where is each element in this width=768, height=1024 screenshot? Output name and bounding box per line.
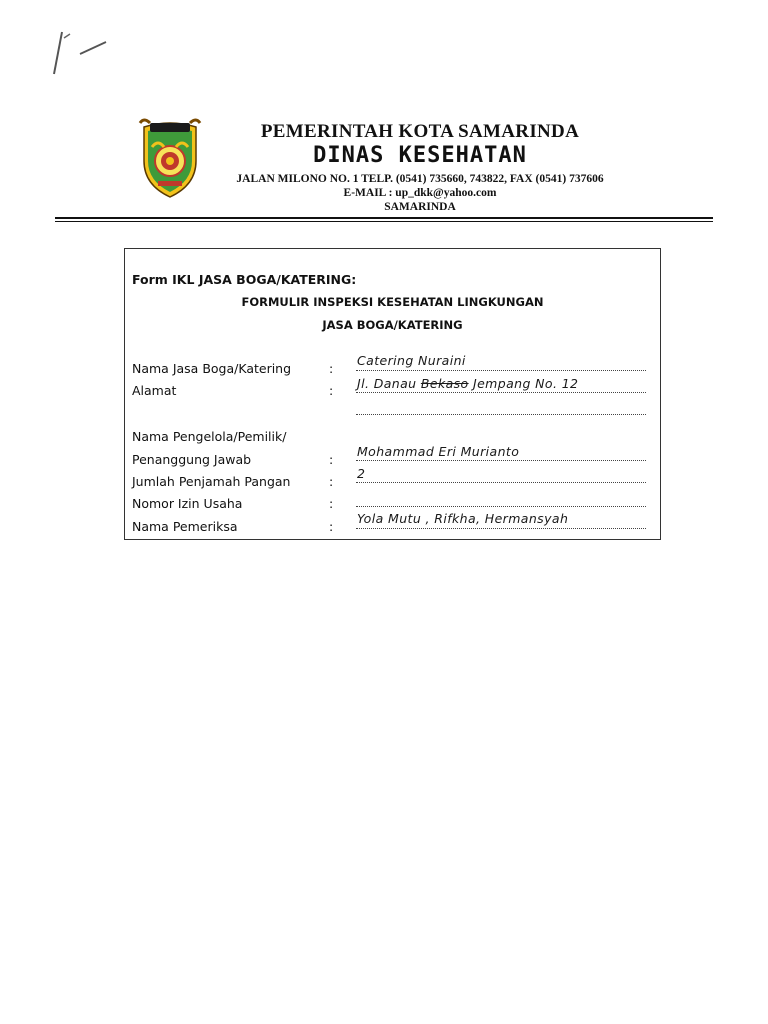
- letterhead-rule-thin: [55, 221, 713, 222]
- field-value-food-handlers: 2: [357, 466, 366, 481]
- field-value-address: [357, 376, 578, 391]
- field-dotted-line: [356, 482, 646, 483]
- field-colon: :: [329, 474, 334, 489]
- field-dotted-line: [356, 414, 646, 415]
- field-label-manager-line2: Penanggung Jawab: [132, 452, 252, 467]
- field-colon: :: [329, 496, 334, 511]
- field-dotted-line: [356, 370, 646, 371]
- field-colon: :: [329, 519, 334, 534]
- field-dotted-line: [356, 460, 646, 461]
- field-colon: :: [329, 383, 334, 398]
- letterhead-address: JALAN MILONO NO. 1 TELP. (0541) 735660, 743822, FAX (0541) 737606: [236, 173, 604, 185]
- form-code: Form IKL JASA BOGA/KATERING:: [132, 272, 357, 287]
- field-label-business-name: Nama Jasa Boga/Katering: [132, 361, 292, 376]
- form-subtitle: JASA BOGA/KATERING: [322, 318, 463, 332]
- field-dotted-line: [356, 528, 646, 529]
- letterhead-email: E-MAIL : up_dkk@yahoo.com: [343, 187, 497, 199]
- field-label-food-handlers: Jumlah Penjamah Pangan: [132, 474, 291, 489]
- letterhead-agency: DINAS KESEHATAN: [313, 143, 527, 168]
- field-value-manager: Mohammad Eri Murianto: [357, 444, 520, 459]
- field-label-address: Alamat: [132, 383, 177, 398]
- field-label-inspector: Nama Pemeriksa: [132, 519, 238, 534]
- field-dotted-line: [356, 392, 646, 393]
- field-value-business-name: Catering Nuraini: [357, 353, 466, 368]
- field-label-business-permit: Nomor Izin Usaha: [132, 496, 243, 511]
- field-colon: :: [329, 361, 334, 376]
- letterhead-city: SAMARINDA: [384, 201, 456, 213]
- inspection-form: [124, 248, 661, 540]
- field-value-inspector: Yola Mutu , Rifkha, Hermansyah: [357, 511, 569, 526]
- form-title: FORMULIR INSPEKSI KESEHATAN LINGKUNGAN: [241, 295, 544, 309]
- letterhead-government: PEMERINTAH KOTA SAMARINDA: [260, 121, 580, 142]
- city-emblem-logo: [138, 117, 202, 199]
- field-dotted-line: [356, 506, 646, 507]
- field-colon: :: [329, 452, 334, 467]
- field-label-manager-line1: Nama Pengelola/Pemilik/: [132, 429, 287, 444]
- letterhead: [0, 0, 768, 230]
- address-part-2: Jempang No. 12: [472, 376, 579, 391]
- address-struck-word: Bekaso: [420, 376, 469, 391]
- letterhead-rule: [55, 217, 713, 219]
- address-part-1: Jl. Danau: [357, 376, 417, 391]
